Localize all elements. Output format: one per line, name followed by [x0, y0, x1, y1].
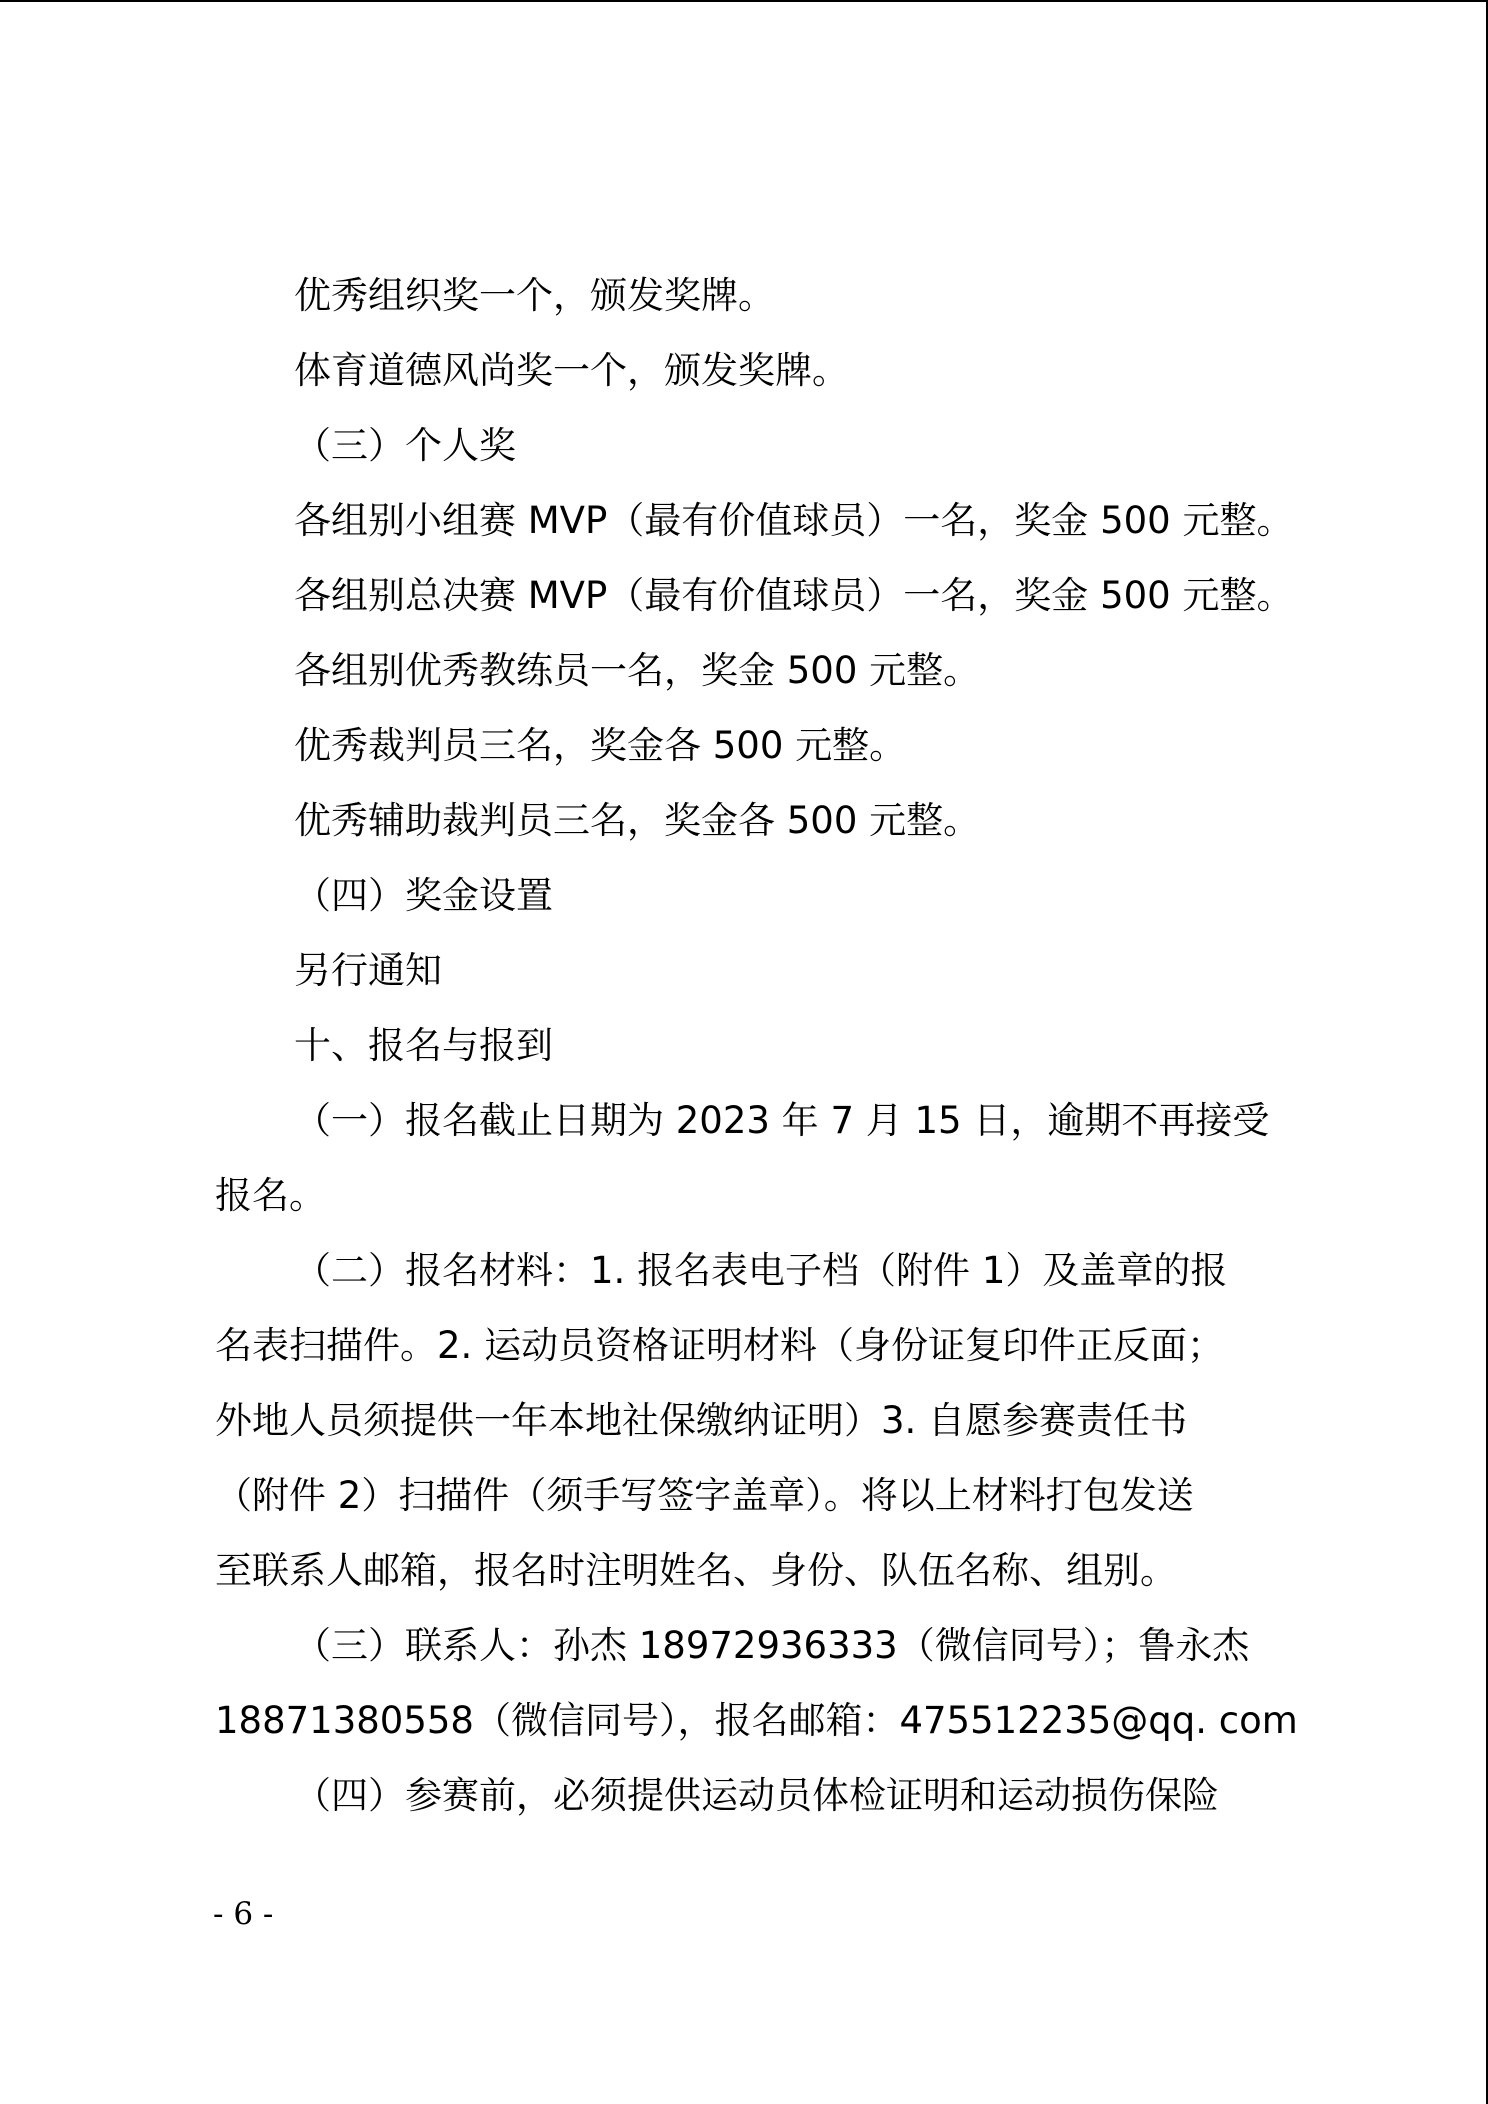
registration-materials-cont-4: 至联系人邮箱，报名时注明姓名、身份、队伍名称、组别。	[215, 1549, 1177, 1592]
registration-materials-cont-1: 名表扫描件。2. 运动员资格证明材料（身份证复印件正反面；	[215, 1324, 1225, 1367]
registration-materials: （二）报名材料：1. 报名表电子档（附件 1）及盖章的报	[294, 1249, 1228, 1292]
section-registration: 十、报名与报到	[294, 1024, 553, 1067]
page-border-top	[0, 0, 1488, 2]
section-individual-awards: （三）个人奖	[294, 424, 516, 467]
registration-deadline: （一）报名截止日期为 2023 年 7 月 15 日，逾期不再接受	[294, 1099, 1270, 1142]
award-coach: 各组别优秀教练员一名，奖金 500 元整。	[294, 649, 981, 692]
award-group-mvp: 各组别小组赛 MVP（最有价值球员）一名，奖金 500 元整。	[294, 499, 1294, 542]
award-referee: 优秀裁判员三名，奖金各 500 元整。	[294, 724, 907, 767]
contact-persons-cont: 18871380558（微信同号），报名邮箱：475512235@qq. com	[215, 1699, 1298, 1742]
pre-competition-requirements: （四）参赛前，必须提供运动员体检证明和运动损伤保险	[294, 1774, 1219, 1817]
section-prize-setting: （四）奖金设置	[294, 874, 553, 917]
award-assistant-referee: 优秀辅助裁判员三名，奖金各 500 元整。	[294, 799, 981, 842]
award-organization: 优秀组织奖一个，颁发奖牌。	[294, 274, 775, 317]
award-finals-mvp: 各组别总决赛 MVP（最有价值球员）一名，奖金 500 元整。	[294, 574, 1294, 617]
registration-materials-cont-2: 外地人员须提供一年本地社保缴纳证明）3. 自愿参赛责任书	[215, 1399, 1188, 1442]
registration-deadline-cont: 报名。	[215, 1174, 326, 1217]
registration-materials-cont-3: （附件 2）扫描件（须手写签字盖章）。将以上材料打包发送	[215, 1474, 1194, 1517]
award-sportsmanship: 体育道德风尚奖一个，颁发奖牌。	[294, 349, 849, 392]
contact-persons: （三）联系人：孙杰 18972936333（微信同号）；鲁永杰	[294, 1624, 1250, 1667]
page-number: - 6 -	[213, 1896, 274, 1932]
prize-notice: 另行通知	[294, 949, 442, 992]
